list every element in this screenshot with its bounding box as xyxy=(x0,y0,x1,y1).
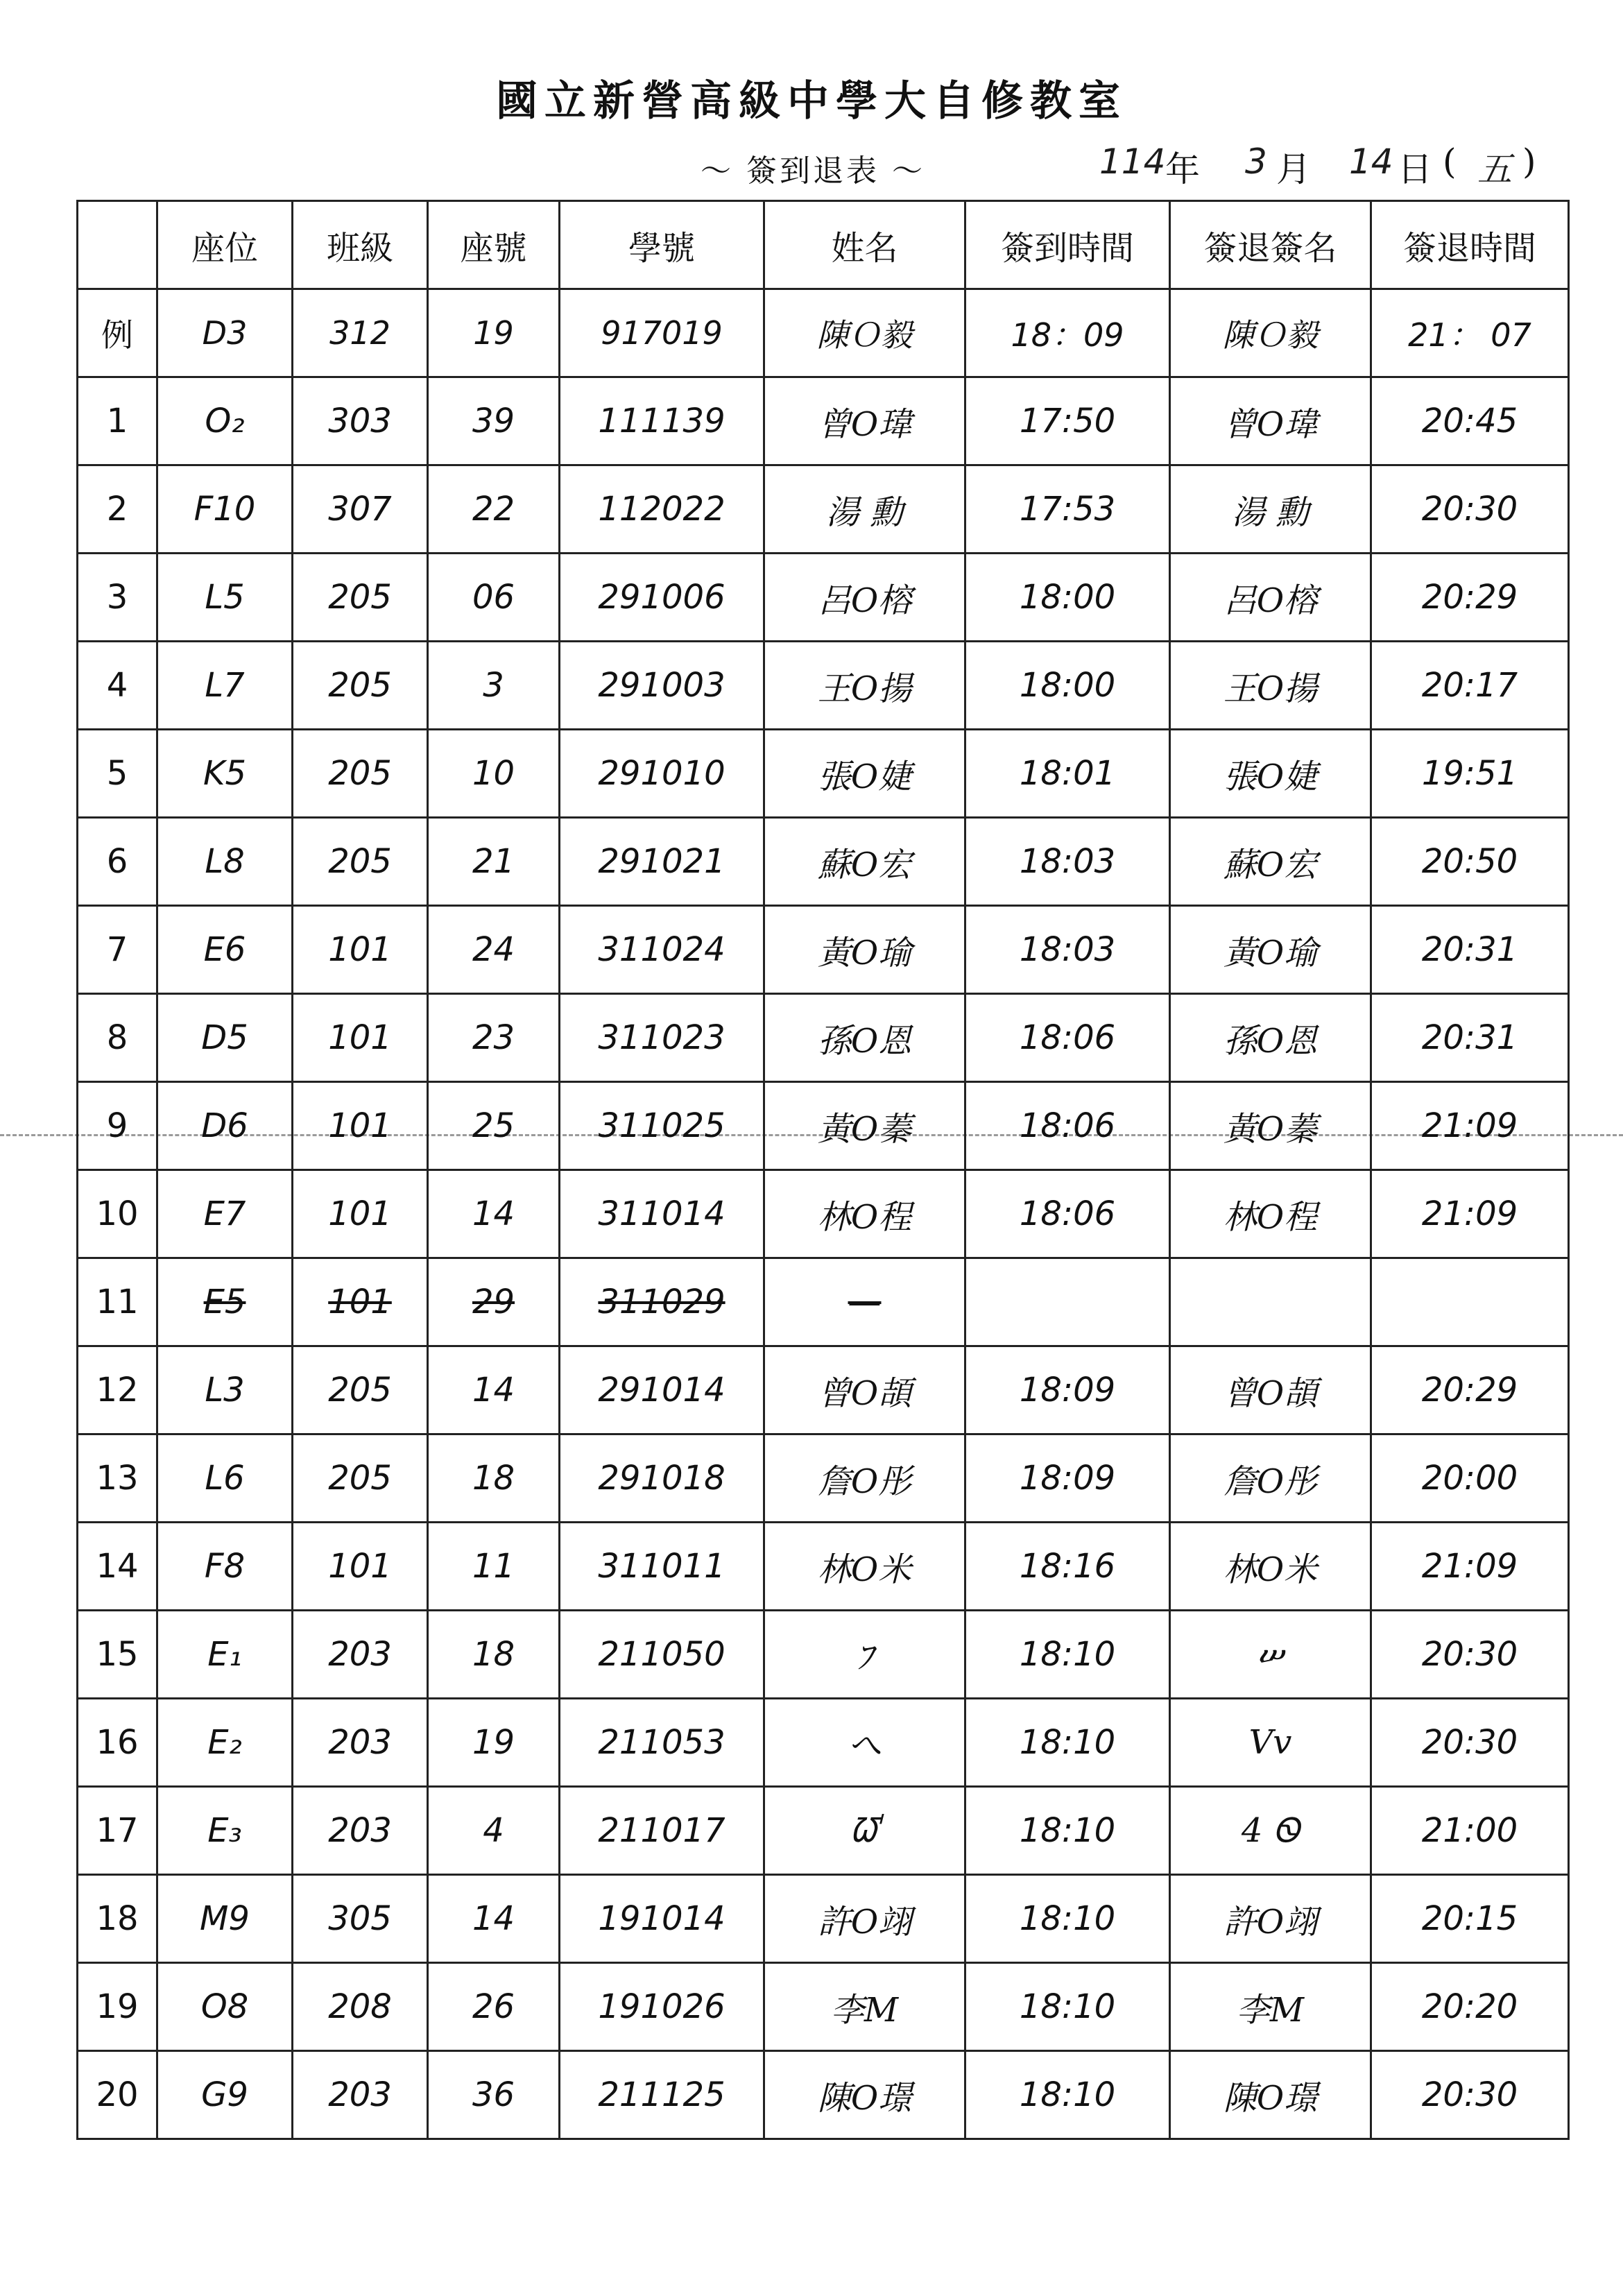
sign-out-signature-cell: Vv xyxy=(1170,1699,1371,1787)
row-number: 18 xyxy=(78,1875,157,1963)
sign-in-time-cell: 18:09 xyxy=(965,1434,1170,1523)
table-row xyxy=(78,642,1569,730)
sign-in-time-cell: 18:06 xyxy=(965,1170,1170,1258)
date-weekday: 五 xyxy=(1477,149,1512,189)
sign-out-signature-cell: 許O翊 xyxy=(1170,1875,1371,1963)
sign-in-time-cell: 18:06 xyxy=(965,994,1170,1082)
sign-in-time-cell: 18：09 xyxy=(965,289,1170,377)
seat-number-cell: 36 xyxy=(428,2051,560,2139)
student-id-cell: 311014 xyxy=(560,1170,764,1258)
table-row xyxy=(78,1523,1569,1611)
seat-cell: L3 xyxy=(157,1346,293,1434)
sign-out-time-cell: 20:31 xyxy=(1371,994,1569,1082)
sign-out-time-cell: 20:30 xyxy=(1371,1699,1569,1787)
weekday-close-paren: ) xyxy=(1522,142,1536,182)
column-header: 座位 xyxy=(157,201,293,289)
class-cell: 205 xyxy=(293,1346,428,1434)
name-cell: 呂O榕 xyxy=(764,554,965,642)
row-number: 12 xyxy=(78,1346,157,1434)
name-cell: 蘇O宏 xyxy=(764,818,965,906)
sign-in-time-cell: 18:00 xyxy=(965,642,1170,730)
seat-cell: E7 xyxy=(157,1170,293,1258)
table-row xyxy=(78,1346,1569,1434)
name-cell: 許O翊 xyxy=(764,1875,965,1963)
column-header xyxy=(78,201,157,289)
class-cell: 205 xyxy=(293,642,428,730)
seat-number-cell: 14 xyxy=(428,1346,560,1434)
row-number: 16 xyxy=(78,1699,157,1787)
seat-number-cell: 4 xyxy=(428,1787,560,1875)
table-row xyxy=(78,1082,1569,1170)
table-row xyxy=(78,1875,1569,1963)
sign-out-signature-cell: 曾O頡 xyxy=(1170,1346,1371,1434)
table-row xyxy=(78,906,1569,994)
name-cell: ᘺ xyxy=(764,1787,965,1875)
sign-out-signature-cell: 黃O瑜 xyxy=(1170,906,1371,994)
name-cell: 詹O彤 xyxy=(764,1434,965,1523)
class-cell: 101 xyxy=(293,1258,428,1346)
sign-out-signature-cell: 孫O恩 xyxy=(1170,994,1371,1082)
row-number: 例 xyxy=(78,289,157,377)
column-header: 班級 xyxy=(293,201,428,289)
example-row xyxy=(78,289,1569,377)
class-cell: 312 xyxy=(293,289,428,377)
seat-cell: E₁ xyxy=(157,1611,293,1699)
sign-in-time-cell: 18:01 xyxy=(965,730,1170,818)
name-cell: 曾O瑋 xyxy=(764,377,965,465)
seat-cell: F8 xyxy=(157,1523,293,1611)
sign-in-time-cell: 18:10 xyxy=(965,1787,1170,1875)
sign-out-time-cell: 20:00 xyxy=(1371,1434,1569,1523)
sign-out-signature-cell: 李M xyxy=(1170,1963,1371,2051)
sign-in-time-cell: 18:06 xyxy=(965,1082,1170,1170)
name-cell: 陳Ｏ毅 xyxy=(764,289,965,377)
date-month-label: 月 xyxy=(1276,149,1311,189)
student-id-cell: 211017 xyxy=(560,1787,764,1875)
column-header: 簽退簽名 xyxy=(1170,201,1371,289)
row-number: 10 xyxy=(78,1170,157,1258)
seat-cell: K5 xyxy=(157,730,293,818)
table-row xyxy=(78,1434,1569,1523)
name-cell: 黃O蓁 xyxy=(764,1082,965,1170)
sign-out-time-cell: 19:51 xyxy=(1371,730,1569,818)
seat-number-cell: 10 xyxy=(428,730,560,818)
student-id-cell: 191026 xyxy=(560,1963,764,2051)
sign-out-signature-cell: 林O米 xyxy=(1170,1523,1371,1611)
student-id-cell: 311011 xyxy=(560,1523,764,1611)
row-number: 3 xyxy=(78,554,157,642)
sign-out-time-cell: 21:09 xyxy=(1371,1082,1569,1170)
sign-in-time-cell: 17:53 xyxy=(965,465,1170,554)
column-header: 簽退時間 xyxy=(1371,201,1569,289)
student-id-cell: 311024 xyxy=(560,906,764,994)
class-cell: 101 xyxy=(293,906,428,994)
seat-number-cell: 26 xyxy=(428,1963,560,2051)
seat-number-cell: 19 xyxy=(428,289,560,377)
row-number: 20 xyxy=(78,2051,157,2139)
row-number: 1 xyxy=(78,377,157,465)
sign-out-time-cell: 20:31 xyxy=(1371,906,1569,994)
seat-cell: E₂ xyxy=(157,1699,293,1787)
sign-out-signature-cell: 黃O蓁 xyxy=(1170,1082,1371,1170)
class-cell: 303 xyxy=(293,377,428,465)
sign-out-time-cell: 20:45 xyxy=(1371,377,1569,465)
seat-number-cell: 19 xyxy=(428,1699,560,1787)
table-row xyxy=(78,994,1569,1082)
sign-out-time-cell: 20:29 xyxy=(1371,1346,1569,1434)
sign-out-time-cell: 21： 07 xyxy=(1371,289,1569,377)
seat-cell: O₂ xyxy=(157,377,293,465)
class-cell: 307 xyxy=(293,465,428,554)
table-row xyxy=(78,1699,1569,1787)
seat-cell: E₃ xyxy=(157,1787,293,1875)
sign-out-signature-cell: 林O程 xyxy=(1170,1170,1371,1258)
seat-number-cell: 22 xyxy=(428,465,560,554)
sign-out-time-cell: 20:30 xyxy=(1371,2051,1569,2139)
seat-number-cell: 06 xyxy=(428,554,560,642)
seat-number-cell: 18 xyxy=(428,1434,560,1523)
sign-in-time-cell: 18:09 xyxy=(965,1346,1170,1434)
class-cell: 101 xyxy=(293,994,428,1082)
row-number: 17 xyxy=(78,1787,157,1875)
sign-out-time-cell: 20:50 xyxy=(1371,818,1569,906)
seat-number-cell: 21 xyxy=(428,818,560,906)
row-number: 19 xyxy=(78,1963,157,2051)
name-cell: 王O揚 xyxy=(764,642,965,730)
row-number: 15 xyxy=(78,1611,157,1699)
table-row xyxy=(78,1258,1569,1346)
student-id-cell: 291014 xyxy=(560,1346,764,1434)
name-cell: 林O米 xyxy=(764,1523,965,1611)
sign-out-time-cell: 20:17 xyxy=(1371,642,1569,730)
student-id-cell: 211050 xyxy=(560,1611,764,1699)
class-cell: 208 xyxy=(293,1963,428,2051)
sign-in-table xyxy=(76,200,1570,2140)
sign-out-time-cell: 21:09 xyxy=(1371,1523,1569,1611)
table-row xyxy=(78,554,1569,642)
column-header: 座號 xyxy=(428,201,560,289)
row-number: 4 xyxy=(78,642,157,730)
row-number: 14 xyxy=(78,1523,157,1611)
class-cell: 305 xyxy=(293,1875,428,1963)
name-cell: 黃O瑜 xyxy=(764,906,965,994)
class-cell: 205 xyxy=(293,818,428,906)
class-cell: 203 xyxy=(293,1787,428,1875)
table-row xyxy=(78,1963,1569,2051)
seat-cell: L7 xyxy=(157,642,293,730)
seat-cell: L8 xyxy=(157,818,293,906)
seat-cell: D5 xyxy=(157,994,293,1082)
name-cell: 曾O頡 xyxy=(764,1346,965,1434)
sign-out-signature-cell: 蘇O宏 xyxy=(1170,818,1371,906)
weekday-open-paren: ( xyxy=(1443,142,1457,182)
date-year-label: 年 xyxy=(1165,149,1200,189)
seat-cell: E6 xyxy=(157,906,293,994)
row-number: 9 xyxy=(78,1082,157,1170)
row-number: 6 xyxy=(78,818,157,906)
class-cell: 205 xyxy=(293,730,428,818)
seat-cell: G9 xyxy=(157,2051,293,2139)
sign-out-signature-cell: 湯 勳 xyxy=(1170,465,1371,554)
column-header: 姓名 xyxy=(764,201,965,289)
date-day-label: 日 xyxy=(1398,149,1432,189)
student-id-cell: 191014 xyxy=(560,1875,764,1963)
student-id-cell: 112022 xyxy=(560,465,764,554)
sign-out-time-cell: 21:00 xyxy=(1371,1787,1569,1875)
sign-in-time-cell: 18:10 xyxy=(965,2051,1170,2139)
row-number: 13 xyxy=(78,1434,157,1523)
sign-out-signature-cell: 陳O璟 xyxy=(1170,2051,1371,2139)
seat-cell: F10 xyxy=(157,465,293,554)
seat-number-cell: 24 xyxy=(428,906,560,994)
table-row xyxy=(78,1787,1569,1875)
seat-number-cell: 14 xyxy=(428,1875,560,1963)
page-subtitle: ～ 簽到退表 ～ xyxy=(701,153,925,189)
date-month: 3 xyxy=(1245,142,1267,182)
sign-out-signature-cell: 4 Ꮻ xyxy=(1170,1787,1371,1875)
class-cell: 203 xyxy=(293,2051,428,2139)
seat-cell: D3 xyxy=(157,289,293,377)
row-number: 11 xyxy=(78,1258,157,1346)
class-cell: 205 xyxy=(293,554,428,642)
seat-cell: D6 xyxy=(157,1082,293,1170)
name-cell: 陳O璟 xyxy=(764,2051,965,2139)
class-cell: 203 xyxy=(293,1611,428,1699)
sign-in-time-cell: 18:03 xyxy=(965,818,1170,906)
student-id-cell: 291003 xyxy=(560,642,764,730)
sign-out-time-cell: 20:20 xyxy=(1371,1963,1569,2051)
name-cell: 林O程 xyxy=(764,1170,965,1258)
row-number: 7 xyxy=(78,906,157,994)
sign-out-signature-cell xyxy=(1170,1258,1371,1346)
student-id-cell: 311025 xyxy=(560,1082,764,1170)
student-id-cell: 311023 xyxy=(560,994,764,1082)
table-row xyxy=(78,465,1569,554)
seat-number-cell: 11 xyxy=(428,1523,560,1611)
student-id-cell: 291021 xyxy=(560,818,764,906)
student-id-cell: 211053 xyxy=(560,1699,764,1787)
sign-in-time-cell: 18:10 xyxy=(965,1699,1170,1787)
date-year: 114 xyxy=(1099,142,1166,182)
table-row xyxy=(78,730,1569,818)
column-header: 學號 xyxy=(560,201,764,289)
class-cell: 203 xyxy=(293,1699,428,1787)
sign-out-signature-cell: 陳Ｏ毅 xyxy=(1170,289,1371,377)
sign-in-time-cell: 18:16 xyxy=(965,1523,1170,1611)
seat-number-cell: 25 xyxy=(428,1082,560,1170)
name-cell: 李M xyxy=(764,1963,965,2051)
row-number: 8 xyxy=(78,994,157,1082)
sign-in-time-cell: 18:10 xyxy=(965,1963,1170,2051)
row-number: 5 xyxy=(78,730,157,818)
student-id-cell: 917019 xyxy=(560,289,764,377)
sign-out-signature-cell: 曾O瑋 xyxy=(1170,377,1371,465)
sign-in-time-cell: 18:10 xyxy=(965,1875,1170,1963)
date-day: 14 xyxy=(1349,142,1393,182)
class-cell: 101 xyxy=(293,1523,428,1611)
student-id-cell: 311029 xyxy=(560,1258,764,1346)
seat-number-cell: 14 xyxy=(428,1170,560,1258)
table-row xyxy=(78,818,1569,906)
name-cell: ﾌ xyxy=(764,1611,965,1699)
student-id-cell: 211125 xyxy=(560,2051,764,2139)
seat-cell: L6 xyxy=(157,1434,293,1523)
seat-number-cell: 29 xyxy=(428,1258,560,1346)
class-cell: 101 xyxy=(293,1170,428,1258)
sign-out-time-cell: 20:29 xyxy=(1371,554,1569,642)
sign-in-time-cell: 18:10 xyxy=(965,1611,1170,1699)
table-row xyxy=(78,2051,1569,2139)
table-row xyxy=(78,377,1569,465)
sign-out-time-cell: 20:15 xyxy=(1371,1875,1569,1963)
table-row xyxy=(78,1611,1569,1699)
name-cell: 孫O恩 xyxy=(764,994,965,1082)
name-cell: 張O婕 xyxy=(764,730,965,818)
name-cell: 湯 勳 xyxy=(764,465,965,554)
seat-number-cell: 3 xyxy=(428,642,560,730)
sign-out-signature-cell: 張O婕 xyxy=(1170,730,1371,818)
table-row xyxy=(78,1170,1569,1258)
table-body xyxy=(78,289,1569,2139)
name-cell: — xyxy=(764,1258,965,1346)
sign-out-time-cell: 20:30 xyxy=(1371,465,1569,554)
seat-number-cell: 18 xyxy=(428,1611,560,1699)
row-number: 2 xyxy=(78,465,157,554)
student-id-cell: 111139 xyxy=(560,377,764,465)
name-cell: へ xyxy=(764,1699,965,1787)
sign-out-time-cell xyxy=(1371,1258,1569,1346)
sign-out-signature-cell: 呂O榕 xyxy=(1170,554,1371,642)
sign-in-time-cell: 18:00 xyxy=(965,554,1170,642)
sign-out-time-cell: 20:30 xyxy=(1371,1611,1569,1699)
sign-in-time-cell: 17:50 xyxy=(965,377,1170,465)
student-id-cell: 291006 xyxy=(560,554,764,642)
student-id-cell: 291010 xyxy=(560,730,764,818)
sign-in-time-cell xyxy=(965,1258,1170,1346)
sign-out-signature-cell: 詹O彤 xyxy=(1170,1434,1371,1523)
seat-number-cell: 23 xyxy=(428,994,560,1082)
seat-number-cell: 39 xyxy=(428,377,560,465)
class-cell: 101 xyxy=(293,1082,428,1170)
table-header-row xyxy=(78,201,1569,289)
column-header: 簽到時間 xyxy=(965,201,1170,289)
class-cell: 205 xyxy=(293,1434,428,1523)
sign-out-time-cell: 21:09 xyxy=(1371,1170,1569,1258)
seat-cell: M9 xyxy=(157,1875,293,1963)
sign-in-time-cell: 18:03 xyxy=(965,906,1170,994)
page-title: 國立新營高級中學大自修教室 xyxy=(496,77,1127,126)
seat-cell: E5 xyxy=(157,1258,293,1346)
seat-cell: L5 xyxy=(157,554,293,642)
sign-out-signature-cell: ሠ xyxy=(1170,1611,1371,1699)
seat-cell: O8 xyxy=(157,1963,293,2051)
student-id-cell: 291018 xyxy=(560,1434,764,1523)
sign-out-signature-cell: 王O揚 xyxy=(1170,642,1371,730)
